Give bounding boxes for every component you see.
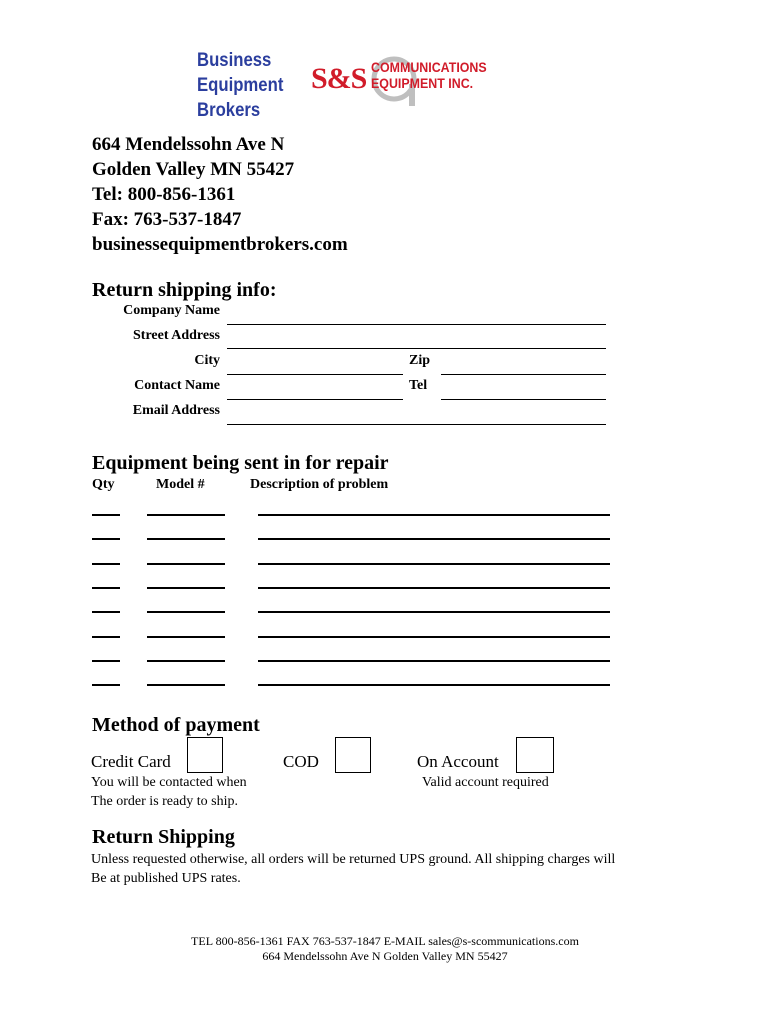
address-street: 664 Mendelssohn Ave N	[92, 134, 285, 155]
contact-label: Contact Name	[134, 378, 220, 393]
tel-label: Tel	[409, 378, 428, 393]
street-label: Street Address	[133, 328, 220, 343]
email-label: Email Address	[132, 403, 220, 418]
qty-field-row-7[interactable]	[92, 660, 120, 662]
qty-field-row-2[interactable]	[92, 538, 120, 540]
address-block	[92, 132, 348, 257]
street-field[interactable]	[227, 348, 606, 349]
company-field[interactable]	[227, 324, 606, 325]
model-field-row-6[interactable]	[147, 636, 225, 638]
city-label: City	[194, 353, 220, 368]
description-field-row-1[interactable]	[258, 514, 610, 516]
ss-communications-logo	[311, 58, 496, 122]
city-field[interactable]	[227, 374, 403, 375]
qty-field-row-4[interactable]	[92, 587, 120, 589]
credit-note-line-2: The order is ready to ship.	[91, 794, 238, 809]
address-fax: Fax: 763-537-1847	[92, 209, 242, 230]
return-shipping-text	[91, 850, 615, 888]
qty-field-row-6[interactable]	[92, 636, 120, 638]
description-header: Description of problem	[250, 477, 389, 492]
credit-note	[91, 773, 247, 811]
description-field-row-8[interactable]	[258, 684, 610, 686]
on-account-label: On Account	[417, 752, 499, 771]
return-shipping-line-1: Unless requested otherwise, all orders will be returned UPS ground. All shipping charges will	[91, 852, 616, 867]
logo-line-2: Equipment	[197, 75, 284, 96]
logo-line-3: Brokers	[197, 100, 261, 121]
address-web: businessequipmentbrokers.com	[92, 234, 348, 255]
description-field-row-6[interactable]	[258, 636, 610, 638]
qty-field-row-8[interactable]	[92, 684, 120, 686]
model-header: Model #	[156, 477, 205, 492]
model-field-row-8[interactable]	[147, 684, 225, 686]
model-field-row-7[interactable]	[147, 660, 225, 662]
model-field-row-1[interactable]	[147, 514, 225, 516]
cod-checkbox[interactable]	[335, 737, 371, 773]
credit-card-label: Credit Card	[91, 752, 171, 771]
credit-note-line-1: You will be contacted when	[91, 775, 247, 790]
ss-text	[371, 60, 487, 92]
description-field-row-4[interactable]	[258, 587, 610, 589]
company-label: Company Name	[123, 303, 220, 318]
model-field-row-2[interactable]	[147, 538, 225, 540]
qty-field-row-3[interactable]	[92, 563, 120, 565]
equipment-heading: Equipment being sent in for repair	[92, 452, 389, 474]
ss-line-1: COMMUNICATIONS	[371, 60, 487, 75]
model-field-row-4[interactable]	[147, 587, 225, 589]
ss-line-2: EQUIPMENT INC.	[371, 76, 474, 91]
ss-mark: S&S	[311, 62, 367, 95]
logo-line-1: Business	[197, 50, 272, 71]
footer-address: 664 Mendelssohn Ave N Golden Valley MN 55427	[262, 949, 508, 963]
description-field-row-7[interactable]	[258, 660, 610, 662]
footer	[0, 934, 770, 964]
description-field-row-3[interactable]	[258, 563, 610, 565]
qty-field-row-1[interactable]	[92, 514, 120, 516]
model-field-row-3[interactable]	[147, 563, 225, 565]
cod-label: COD	[283, 752, 319, 771]
return-info-heading: Return shipping info:	[92, 279, 277, 301]
footer-contact: TEL 800-856-1361 FAX 763-537-1847 E-MAIL sales@s-scommunications.com	[191, 934, 579, 948]
email-field[interactable]	[227, 424, 606, 425]
credit-card-checkbox[interactable]	[187, 737, 223, 773]
description-field-row-2[interactable]	[258, 538, 610, 540]
qty-field-row-5[interactable]	[92, 611, 120, 613]
tel-field[interactable]	[441, 399, 606, 400]
model-field-row-5[interactable]	[147, 611, 225, 613]
payment-heading: Method of payment	[92, 714, 260, 736]
address-city: Golden Valley MN 55427	[92, 159, 295, 180]
address-tel: Tel: 800-856-1361	[92, 184, 236, 205]
contact-field[interactable]	[227, 399, 403, 400]
return-shipping-line-2: Be at published UPS rates.	[91, 871, 241, 886]
business-equipment-brokers-logo	[197, 48, 283, 123]
return-shipping-heading: Return Shipping	[92, 826, 235, 848]
zip-label: Zip	[409, 353, 431, 368]
zip-field[interactable]	[441, 374, 606, 375]
qty-header: Qty	[92, 477, 115, 492]
description-field-row-5[interactable]	[258, 611, 610, 613]
on-account-checkbox[interactable]	[516, 737, 554, 773]
account-note: Valid account required	[422, 775, 549, 790]
